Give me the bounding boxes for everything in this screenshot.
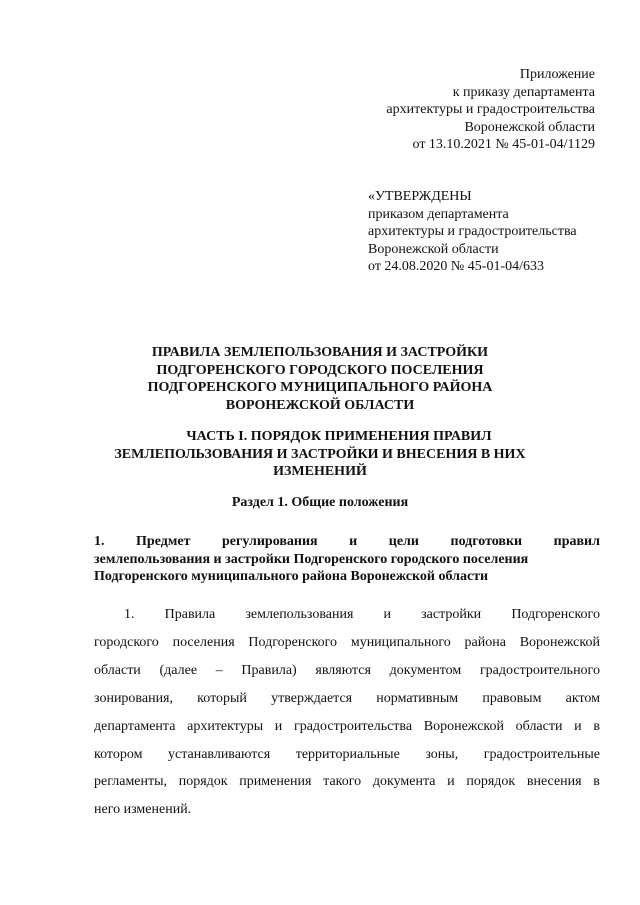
paragraph-word: нормативным — [376, 690, 459, 706]
paragraph-word: муниципального — [350, 634, 451, 650]
paragraph-word: и — [274, 718, 283, 734]
appendix-line: Приложение — [519, 67, 595, 82]
paragraph-word: департамента — [94, 718, 176, 734]
heading-word: подготовки — [450, 534, 523, 549]
paragraph-word: такого — [323, 774, 362, 790]
paragraph-line — [94, 601, 600, 629]
paragraph-word: Правила) — [241, 662, 297, 678]
appendix-line: Воронежской области — [464, 119, 595, 135]
paragraph-word: землепользования — [245, 607, 354, 622]
paragraph-word: поселения — [172, 634, 235, 650]
heading-word: Предмет — [136, 534, 191, 549]
paragraph-word: в — [593, 774, 600, 790]
part-line: ЧАСТЬ I. ПОРЯДОК ПРИМЕНЕНИЯ ПРАВИЛ — [186, 429, 492, 444]
paragraph-word: устанавливаются — [167, 746, 271, 762]
paragraph-word: застройки — [421, 607, 482, 622]
part-line: ЗЕМЛЕПОЛЬЗОВАНИЯ И ЗАСТРОЙКИ И ВНЕСЕНИЯ В НИХ — [114, 446, 526, 462]
paragraph-word: района — [464, 634, 506, 650]
paragraph-word: городского — [94, 634, 159, 650]
paragraph-word: и — [447, 774, 455, 790]
title-line: ВОРОНЕЖСКОЙ ОБЛАСТИ — [225, 397, 415, 413]
approval-line: «УТВЕРЖДЕНЫ — [368, 189, 472, 204]
paragraph-word: области — [94, 662, 141, 678]
paragraph-word: 1. — [124, 607, 135, 622]
paragraph-line — [94, 713, 600, 741]
approval-block — [368, 188, 577, 276]
paragraph-word: утверждается — [271, 690, 353, 706]
article-heading-first-line — [94, 533, 600, 551]
paragraph-word: регламенты, — [94, 774, 168, 790]
paragraph-word: территориальные — [295, 746, 400, 762]
paragraph-word: Воронежской — [423, 718, 504, 734]
paragraph-word: зоны, — [425, 746, 459, 762]
article-heading-line: землепользования и застройки Подгоренского городского поселения — [94, 551, 529, 567]
paragraph-word: Воронежской — [519, 634, 600, 650]
title-line: ПОДГОРЕНСКОГО МУНИЦИПАЛЬНОГО РАЙОНА — [147, 380, 493, 395]
appendix-line: к приказу департамента — [452, 84, 595, 100]
article-heading-line: Подгоренского муниципального района Воронежской области — [94, 569, 489, 584]
paragraph-word: который — [197, 690, 247, 706]
paragraph-word: применения — [239, 774, 312, 790]
paragraph-word: Правила — [164, 607, 216, 622]
paragraph-word: в — [593, 718, 600, 734]
paragraph-word: градостроительные — [483, 746, 600, 762]
paragraph-word: являются — [315, 662, 371, 678]
appendix-line: архитектуры и градостроительства — [386, 102, 595, 118]
title-line: ПОДГОРЕНСКОГО ГОРОДСКОГО ПОСЕЛЕНИЯ — [156, 362, 484, 378]
paragraph-word: и — [574, 718, 582, 734]
paragraph-word: Подгоренского — [511, 607, 600, 622]
paragraph-line — [94, 685, 600, 713]
paragraph-word: – — [215, 662, 223, 678]
paragraph-word: порядок — [466, 774, 516, 790]
heading-word: цели — [388, 534, 419, 549]
document-title — [40, 344, 600, 414]
approval-line: Воронежской области — [368, 241, 499, 257]
approval-line: архитектуры и градостроительства — [368, 224, 577, 240]
article-heading — [94, 533, 600, 586]
paragraph-word: градостроительства — [293, 718, 413, 734]
part-line: ИЗМЕНЕНИЙ — [273, 464, 367, 479]
paragraph-line — [94, 741, 600, 769]
paragraph-word: котором — [94, 746, 143, 762]
paragraph-word: градостроительного — [479, 662, 600, 678]
paragraph-line — [94, 629, 600, 657]
approval-line: приказом департамента — [368, 206, 509, 222]
paragraph-word: документа — [372, 774, 436, 790]
heading-word: регулирования — [221, 534, 318, 549]
paragraph-line — [94, 657, 600, 685]
paragraph-last-line: него изменений. — [94, 802, 192, 818]
appendix-line: от 13.10.2021 № 45-01-04/1129 — [412, 137, 595, 153]
paragraph-word: области — [515, 718, 563, 734]
paragraph-word: документом — [389, 662, 462, 678]
title-line: ПРАВИЛА ЗЕМЛЕПОЛЬЗОВАНИЯ И ЗАСТРОЙКИ — [151, 345, 489, 360]
paragraph-word: (далее — [159, 662, 198, 678]
paragraph-word: архитектуры — [187, 718, 264, 734]
article-paragraph — [94, 601, 600, 824]
section-heading: Раздел 1. Общие положения — [231, 495, 409, 510]
paragraph-line — [94, 768, 600, 796]
approval-line: от 24.08.2020 № 45-01-04/633 — [368, 259, 545, 275]
heading-word: правил — [553, 534, 600, 549]
paragraph-word: актом — [565, 690, 600, 706]
heading-word: и — [349, 534, 358, 549]
paragraph-word: порядок — [178, 774, 228, 790]
paragraph-word: правовым — [482, 690, 542, 706]
part-heading — [40, 428, 600, 481]
paragraph-word: внесения — [526, 774, 582, 790]
paragraph-word: и — [383, 607, 392, 622]
paragraph-word: зонирования, — [94, 690, 173, 706]
appendix-block — [386, 66, 595, 154]
heading-word: 1. — [94, 534, 105, 549]
paragraph-word: Подгоренского — [248, 634, 338, 650]
